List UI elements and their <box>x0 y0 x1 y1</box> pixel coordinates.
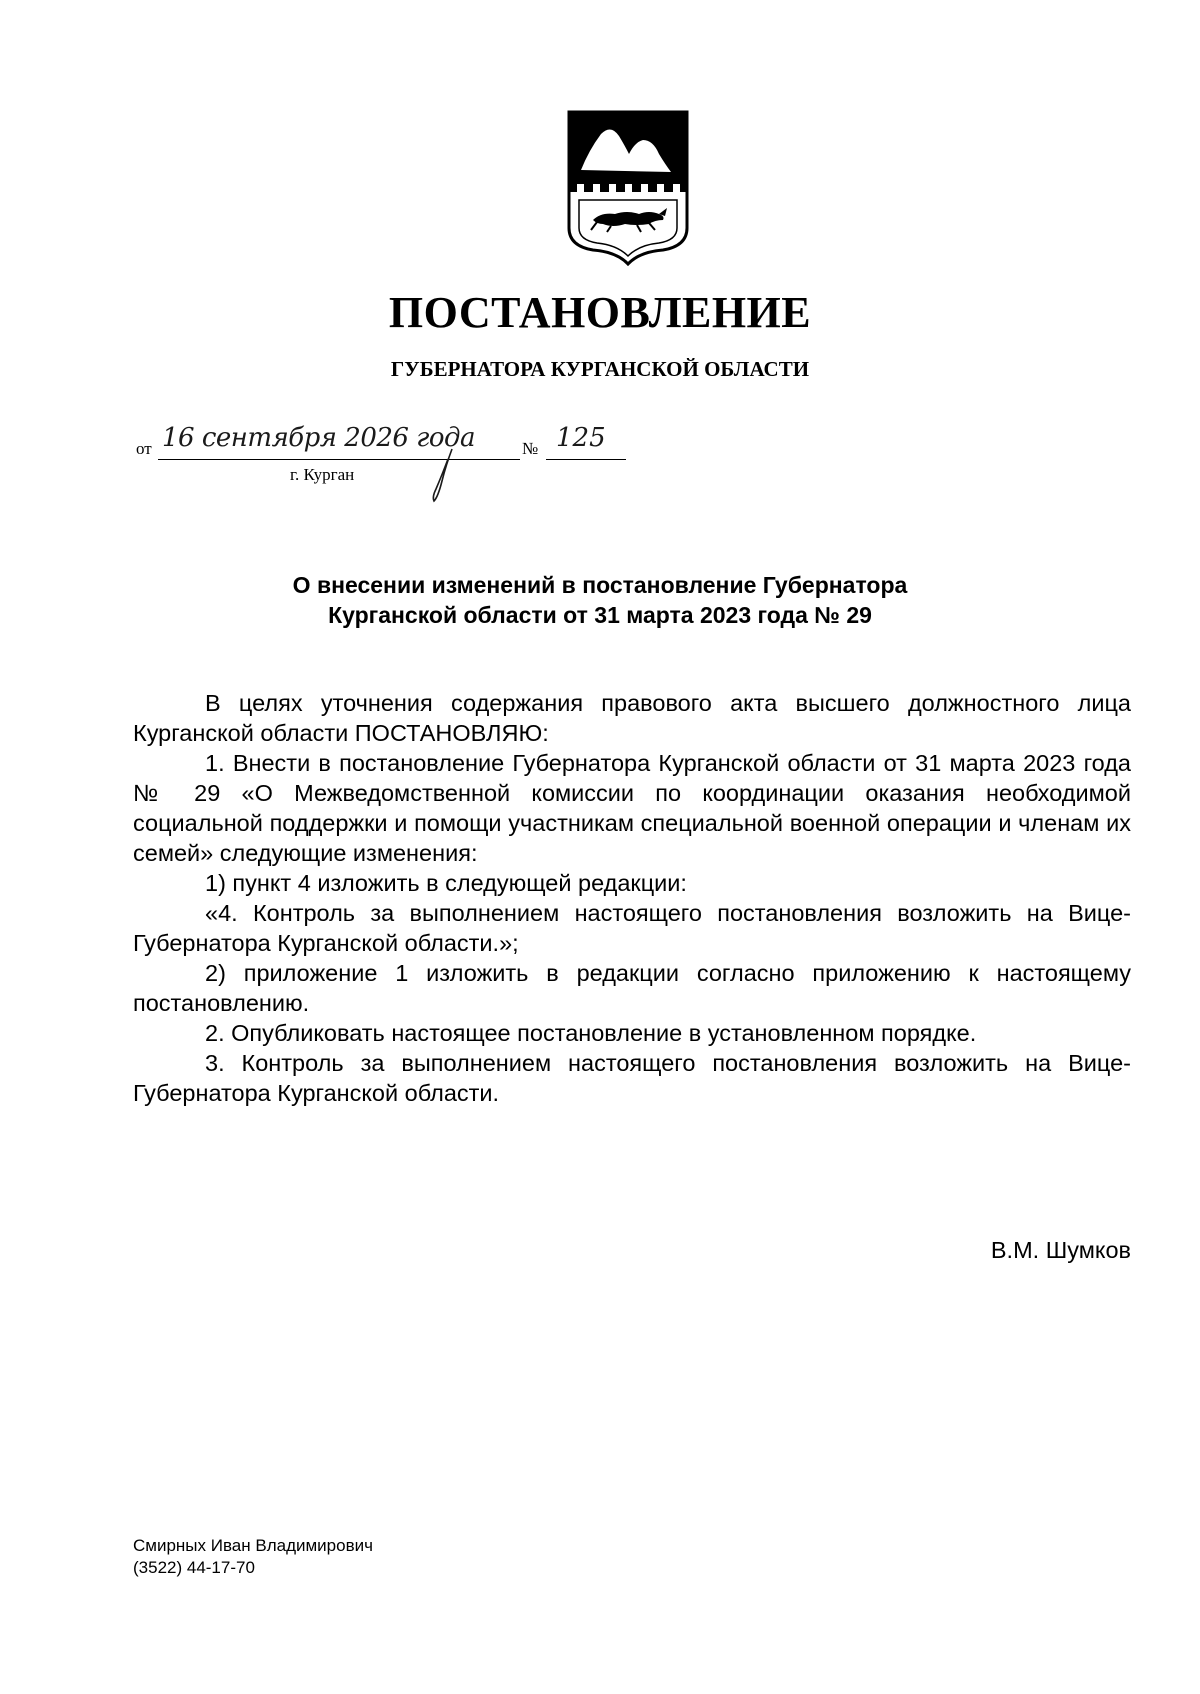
document-subject <box>0 570 1200 630</box>
registration-line <box>136 425 636 515</box>
body-paragraph: «4. Контроль за выполнением настоящего постановления возложить на Вице-Губернатора Курганской области.»; <box>133 900 1131 956</box>
document-type-title: ПОСТАНОВЛЕНИЕ <box>388 288 812 337</box>
document-body <box>133 688 1131 1108</box>
body-paragraph: В целях уточнения содержания правового акта высшего должностного лица Курганской области ПОСТАНОВЛЯЮ: <box>133 690 1131 746</box>
executor-phone: (3522) 44-17-70 <box>133 1558 255 1577</box>
subject-line-2: Курганской области от 31 марта 2023 года № 29 <box>328 602 872 628</box>
coat-of-arms-icon <box>567 110 689 266</box>
city-label: г. Курган <box>290 465 355 484</box>
body-paragraph: 1. Внести в постановление Губернатора Курганской области от 31 марта 2023 года № 29 «О Межведомственной комиссии по координации оказания необходимой социальной поддержки и помощи участникам специальной военной операции и членам их семей» следующие изменения: <box>133 750 1131 866</box>
number-field <box>546 425 626 460</box>
subject-line-1: О внесении изменений в постановление Губернатора <box>292 572 908 598</box>
handwritten-number: 125 <box>556 423 606 453</box>
pen-flourish-icon <box>426 445 466 505</box>
body-paragraph: 3. Контроль за выполнением настоящего постановления возложить на Вице-Губернатора Курганской области. <box>133 1050 1131 1106</box>
executor-name: Смирных Иван Владимирович <box>133 1536 373 1555</box>
issuer-title: ГУБЕРНАТОРА КУРГАНСКОЙ ОБЛАСТИ <box>390 357 810 381</box>
number-label: № <box>522 439 539 458</box>
body-paragraph: 2) приложение 1 изложить в редакции согласно приложению к настоящему постановлению. <box>133 960 1131 1016</box>
from-label: от <box>136 439 152 458</box>
handwritten-date: 16 сентября 2026 года <box>162 423 475 453</box>
body-paragraph: 2. Опубликовать настоящее постановление в установленном порядке. <box>205 1020 977 1046</box>
signatory-name: В.М. Шумков <box>990 1237 1131 1263</box>
executor-block <box>133 1535 373 1579</box>
body-paragraph: 1) пункт 4 изложить в следующей редакции: <box>205 870 687 896</box>
